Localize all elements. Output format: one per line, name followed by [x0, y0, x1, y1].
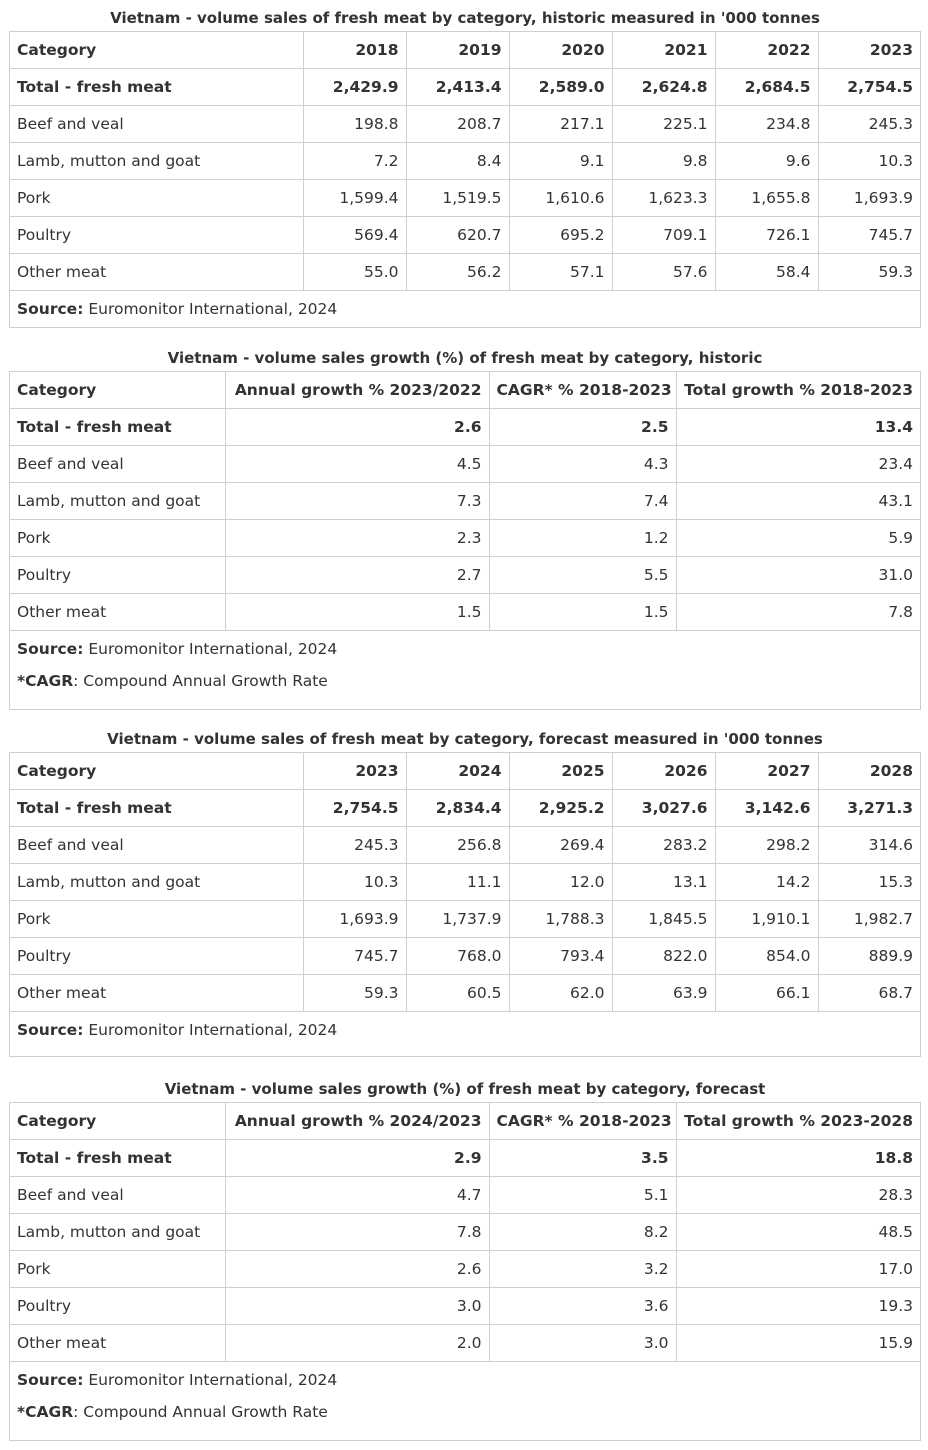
table-cell: 4.3: [489, 446, 676, 483]
table-cell: 695.2: [509, 217, 612, 254]
row-label: Other meat: [10, 254, 303, 291]
table-cell: 208.7: [406, 106, 509, 143]
source-text: Euromonitor International, 2024: [88, 1021, 338, 1039]
table-cell: 56.2: [406, 254, 509, 291]
table-cell: 1,693.9: [818, 180, 920, 217]
header-cell: 2021: [612, 32, 715, 69]
header-cell: Annual growth % 2024/2023: [225, 1103, 489, 1140]
table-cell: 7.4: [489, 483, 676, 520]
table-row: [10, 520, 920, 557]
table-cell: 18.8: [676, 1140, 920, 1177]
row-label: Pork: [10, 1251, 225, 1288]
historic-growth-table: [10, 372, 920, 631]
historic-volume-block: [9, 0, 921, 330]
row-label: Lamb, mutton and goat: [10, 143, 303, 180]
header-cell: Category: [10, 32, 303, 69]
historic-volume-table: [10, 32, 920, 291]
table-cell: 9.1: [509, 143, 612, 180]
row-label: Other meat: [10, 594, 225, 631]
table-row: [10, 1325, 920, 1362]
table-cell: 2.3: [225, 520, 489, 557]
historic-volume-table-frame: [9, 31, 921, 328]
forecast-growth-block: [9, 1071, 921, 1443]
table-cell: 2.6: [225, 1251, 489, 1288]
table-cell: 709.1: [612, 217, 715, 254]
row-label: Lamb, mutton and goat: [10, 483, 225, 520]
historic-growth-block: [9, 340, 921, 710]
table-row: [10, 1214, 920, 1251]
table-cell: 225.1: [612, 106, 715, 143]
header-cell: Annual growth % 2023/2022: [225, 372, 489, 409]
table-cell: 822.0: [612, 938, 715, 975]
table-cell: 1,519.5: [406, 180, 509, 217]
table-cell: 2,925.2: [509, 790, 612, 827]
table-cell: 2.7: [225, 557, 489, 594]
table-header-row: [10, 32, 920, 69]
table-row: [10, 1177, 920, 1214]
table-cell: 59.3: [303, 975, 406, 1012]
source-note: [10, 291, 920, 327]
forecast-growth-table: [10, 1103, 920, 1362]
table-cell: 2,754.5: [303, 790, 406, 827]
source-note: [10, 633, 920, 665]
table-cell: 63.9: [612, 975, 715, 1012]
table-cell: 12.0: [509, 864, 612, 901]
header-cell: Total growth % 2018-2023: [676, 372, 920, 409]
source-text: Euromonitor International, 2024: [88, 300, 338, 318]
table-cell: 28.3: [676, 1177, 920, 1214]
table-cell: 1.5: [489, 594, 676, 631]
table-cell: 3.6: [489, 1288, 676, 1325]
table-cell: 245.3: [303, 827, 406, 864]
table-cell: 234.8: [715, 106, 818, 143]
table-row: [10, 557, 920, 594]
table-cell: 3.0: [225, 1288, 489, 1325]
table-cell: 1,788.3: [509, 901, 612, 938]
table-cell: 9.6: [715, 143, 818, 180]
row-label: Pork: [10, 180, 303, 217]
table-row: [10, 864, 920, 901]
forecast-growth-table-frame: [9, 1102, 921, 1441]
header-cell: CAGR* % 2018-2023: [489, 372, 676, 409]
table-row: [10, 1140, 920, 1177]
table-cell: 4.5: [225, 446, 489, 483]
table-cell: 3,142.6: [715, 790, 818, 827]
table-cell: 11.1: [406, 864, 509, 901]
table-header-row: [10, 753, 920, 790]
table-cell: 2.0: [225, 1325, 489, 1362]
table-cell: 283.2: [612, 827, 715, 864]
header-cell: 2022: [715, 32, 818, 69]
header-cell: 2018: [303, 32, 406, 69]
header-cell: Total growth % 2023-2028: [676, 1103, 920, 1140]
table-cell: 1,910.1: [715, 901, 818, 938]
table-cell: 245.3: [818, 106, 920, 143]
header-cell: 2025: [509, 753, 612, 790]
table-cell: 2.9: [225, 1140, 489, 1177]
table-cell: 68.7: [818, 975, 920, 1012]
table-cell: 726.1: [715, 217, 818, 254]
table-cell: 2,413.4: [406, 69, 509, 106]
table-row: [10, 143, 920, 180]
table-cell: 59.3: [818, 254, 920, 291]
table-row: [10, 975, 920, 1012]
table-cell: 15.9: [676, 1325, 920, 1362]
source-label: Source:: [17, 1371, 84, 1389]
row-label: Lamb, mutton and goat: [10, 864, 303, 901]
table-cell: 1,845.5: [612, 901, 715, 938]
table-cell: 1.2: [489, 520, 676, 557]
table-cell: 1,610.6: [509, 180, 612, 217]
cagr-text: : Compound Annual Growth Rate: [73, 672, 328, 690]
table-cell: 8.4: [406, 143, 509, 180]
header-cell: 2023: [818, 32, 920, 69]
table-cell: 745.7: [818, 217, 920, 254]
table-title: Vietnam - volume sales growth (%) of fresh meat by category, forecast: [164, 1080, 766, 1098]
table-cell: 1,599.4: [303, 180, 406, 217]
table-cell: 2,834.4: [406, 790, 509, 827]
table-cell: 269.4: [509, 827, 612, 864]
table-row: [10, 1251, 920, 1288]
table-cell: 3,271.3: [818, 790, 920, 827]
header-cell: Category: [10, 753, 303, 790]
table-cell: 854.0: [715, 938, 818, 975]
table-title: Vietnam - volume sales of fresh meat by category, historic measured in '000 tonnes: [110, 9, 820, 27]
source-label: Source:: [17, 1021, 84, 1039]
table-cell: 3,027.6: [612, 790, 715, 827]
table-cell: 57.1: [509, 254, 612, 291]
table-cell: 1.5: [225, 594, 489, 631]
table-cell: 2,589.0: [509, 69, 612, 106]
table-title: Vietnam - volume sales of fresh meat by category, forecast measured in '000 tonnes: [107, 730, 823, 748]
row-label: Total - fresh meat: [10, 69, 303, 106]
table-cell: 14.2: [715, 864, 818, 901]
row-label: Other meat: [10, 1325, 225, 1362]
table-row: [10, 446, 920, 483]
forecast-volume-table: [10, 753, 920, 1012]
table-cell: 1,623.3: [612, 180, 715, 217]
row-label: Total - fresh meat: [10, 1140, 225, 1177]
table-cell: 13.4: [676, 409, 920, 446]
header-cell: 2023: [303, 753, 406, 790]
table-cell: 256.8: [406, 827, 509, 864]
table-cell: 7.2: [303, 143, 406, 180]
table-cell: 1,693.9: [303, 901, 406, 938]
table-cell: 43.1: [676, 483, 920, 520]
table-cell: 298.2: [715, 827, 818, 864]
table-cell: 62.0: [509, 975, 612, 1012]
table-cell: 23.4: [676, 446, 920, 483]
table-header-row: [10, 1103, 920, 1140]
header-cell: Category: [10, 1103, 225, 1140]
table-cell: 2.6: [225, 409, 489, 446]
source-label: Source:: [17, 300, 84, 318]
table-cell: 7.8: [225, 1214, 489, 1251]
table-cell: 4.7: [225, 1177, 489, 1214]
table-title: Vietnam - volume sales growth (%) of fresh meat by category, historic: [167, 349, 763, 367]
row-label: Beef and veal: [10, 1177, 225, 1214]
row-label: Pork: [10, 901, 303, 938]
header-cell: 2027: [715, 753, 818, 790]
table-row: [10, 827, 920, 864]
table-cell: 3.5: [489, 1140, 676, 1177]
table-cell: 48.5: [676, 1214, 920, 1251]
cagr-label: *CAGR: [17, 1403, 74, 1421]
cagr-text: : Compound Annual Growth Rate: [73, 1403, 328, 1421]
table-row: [10, 594, 920, 631]
table-cell: 569.4: [303, 217, 406, 254]
forecast-volume-block: [9, 721, 921, 1061]
table-cell: 7.8: [676, 594, 920, 631]
table-cell: 198.8: [303, 106, 406, 143]
cagr-note: [10, 1396, 920, 1428]
table-cell: 2,684.5: [715, 69, 818, 106]
row-label: Poultry: [10, 217, 303, 254]
table-cell: 314.6: [818, 827, 920, 864]
table-cell: 2,624.8: [612, 69, 715, 106]
table-cell: 13.1: [612, 864, 715, 901]
row-label: Poultry: [10, 1288, 225, 1325]
table-cell: 19.3: [676, 1288, 920, 1325]
table-cell: 1,737.9: [406, 901, 509, 938]
header-cell: 2020: [509, 32, 612, 69]
header-cell: 2024: [406, 753, 509, 790]
table-cell: 2.5: [489, 409, 676, 446]
row-label: Total - fresh meat: [10, 790, 303, 827]
table-cell: 66.1: [715, 975, 818, 1012]
header-cell: 2026: [612, 753, 715, 790]
header-cell: CAGR* % 2018-2023: [489, 1103, 676, 1140]
table-row: [10, 901, 920, 938]
table-cell: 793.4: [509, 938, 612, 975]
table-cell: 745.7: [303, 938, 406, 975]
cagr-label: *CAGR: [17, 672, 74, 690]
row-label: Beef and veal: [10, 106, 303, 143]
table-row: [10, 409, 920, 446]
source-text: Euromonitor International, 2024: [88, 640, 338, 658]
source-text: Euromonitor International, 2024: [88, 1371, 338, 1389]
header-cell: Category: [10, 372, 225, 409]
table-cell: 31.0: [676, 557, 920, 594]
table-cell: 5.5: [489, 557, 676, 594]
table-header-row: [10, 372, 920, 409]
table-cell: 2,754.5: [818, 69, 920, 106]
row-label: Total - fresh meat: [10, 409, 225, 446]
table-cell: 2,429.9: [303, 69, 406, 106]
row-label: Poultry: [10, 557, 225, 594]
table-cell: 57.6: [612, 254, 715, 291]
table-row: [10, 180, 920, 217]
table-cell: 5.1: [489, 1177, 676, 1214]
table-row: [10, 254, 920, 291]
source-note: [10, 1012, 920, 1056]
table-cell: 55.0: [303, 254, 406, 291]
table-cell: 217.1: [509, 106, 612, 143]
table-row: [10, 69, 920, 106]
table-cell: 9.8: [612, 143, 715, 180]
row-label: Other meat: [10, 975, 303, 1012]
row-label: Pork: [10, 520, 225, 557]
table-cell: 60.5: [406, 975, 509, 1012]
table-cell: 10.3: [818, 143, 920, 180]
table-row: [10, 483, 920, 520]
row-label: Beef and veal: [10, 446, 225, 483]
historic-growth-table-frame: [9, 371, 921, 710]
forecast-volume-table-frame: [9, 752, 921, 1057]
table-cell: 8.2: [489, 1214, 676, 1251]
table-row: [10, 1288, 920, 1325]
table-cell: 768.0: [406, 938, 509, 975]
table-cell: 17.0: [676, 1251, 920, 1288]
header-cell: 2019: [406, 32, 509, 69]
source-label: Source:: [17, 640, 84, 658]
table-cell: 15.3: [818, 864, 920, 901]
table-cell: 1,982.7: [818, 901, 920, 938]
row-label: Lamb, mutton and goat: [10, 1214, 225, 1251]
cagr-note: [10, 665, 920, 697]
table-cell: 7.3: [225, 483, 489, 520]
table-row: [10, 106, 920, 143]
table-cell: 3.0: [489, 1325, 676, 1362]
header-cell: 2028: [818, 753, 920, 790]
table-cell: 5.9: [676, 520, 920, 557]
table-cell: 58.4: [715, 254, 818, 291]
table-row: [10, 938, 920, 975]
row-label: Poultry: [10, 938, 303, 975]
table-cell: 889.9: [818, 938, 920, 975]
table-cell: 10.3: [303, 864, 406, 901]
table-cell: 1,655.8: [715, 180, 818, 217]
row-label: Beef and veal: [10, 827, 303, 864]
source-note: [10, 1364, 920, 1396]
table-cell: 3.2: [489, 1251, 676, 1288]
table-row: [10, 217, 920, 254]
table-cell: 620.7: [406, 217, 509, 254]
table-row: [10, 790, 920, 827]
